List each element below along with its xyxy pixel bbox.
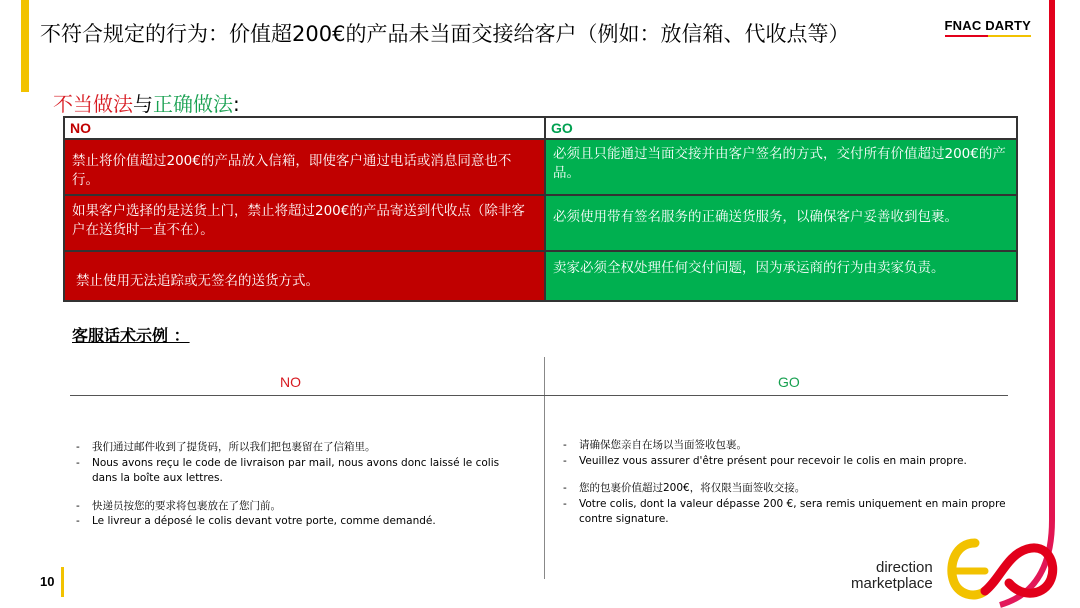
scripts-no-label: NO xyxy=(280,374,301,390)
go-script-list xyxy=(563,438,1033,528)
title-accent-bar xyxy=(21,0,29,92)
logo-line-2: marketplace xyxy=(851,575,933,592)
list-item: - Votre colis, dont la valeur dépasse 200 €, sera remis uniquement en main propre contre signature. xyxy=(563,497,1033,528)
list-item: - Nous avons reçu le code de livraison par mail, nous avons donc laissé le colis dans la boîte aux lettres. xyxy=(76,456,516,487)
subtitle-bad-practice: 不当做法 xyxy=(53,92,133,116)
section-subtitle xyxy=(53,88,240,117)
scripts-go-label: GO xyxy=(778,374,800,390)
rules-table xyxy=(63,116,1018,302)
list-item: - 快递员按您的要求将包裹放在了您门前。 xyxy=(76,499,516,515)
subtitle-connector: 与 xyxy=(133,92,153,116)
go-rule-cell: 必须使用带有签名服务的正确送货服务，以确保客户妥善收到包裹。 xyxy=(545,195,1017,251)
no-script-list xyxy=(76,440,516,530)
header-no: NO xyxy=(64,117,545,139)
fnac-darty-logo xyxy=(945,18,1032,37)
direction-marketplace-wordmark xyxy=(851,560,933,592)
table-row xyxy=(64,251,1017,301)
subtitle-good-practice: 正确做法 xyxy=(153,92,233,116)
infinity-logo-icon xyxy=(945,535,1065,605)
list-item: - Veuillez vous assurer d'être présent pour recevoir le colis en main propre. xyxy=(563,454,1033,470)
table-row xyxy=(64,139,1017,195)
list-item: - 您的包裹价值超过200€，将仅限当面签收交接。 xyxy=(563,481,1033,497)
subtitle-colon: : xyxy=(233,92,240,116)
scripts-section-title: 客服话术示例 ： xyxy=(72,326,190,345)
list-item: - Le livreur a déposé le colis devant votre porte, comme demandé. xyxy=(76,514,516,530)
brand-name: FNAC DARTY xyxy=(944,18,1031,33)
no-rule-cell: 禁止将价值超过200€的产品放入信箱，即使客户通过电话或消息同意也不行。 xyxy=(64,139,545,195)
header-divider xyxy=(70,395,1008,396)
brand-underline xyxy=(945,35,1032,37)
no-rule-cell: 如果客户选择的是送货上门，禁止将超过200€的产品寄送到代收点（除非客户在送货时一直不在）。 xyxy=(64,195,545,251)
list-item: - 我们通过邮件收到了提货码，所以我们把包裹留在了信箱里。 xyxy=(76,440,516,456)
rules-table-header xyxy=(64,117,1017,139)
page-number: 10 xyxy=(40,574,55,589)
logo-line-1: direction xyxy=(876,559,933,576)
go-rule-cell: 卖家必须全权处理任何交付问题，因为承运商的行为由卖家负责。 xyxy=(545,251,1017,301)
column-divider xyxy=(544,357,545,579)
header-go: GO xyxy=(545,117,1017,139)
page-title: 不符合规定的行为：价值超200€的产品未当面交接给客户（例如：放信箱、代收点等） xyxy=(40,22,850,46)
go-rule-cell: 必须且只能通过当面交接并由客户签名的方式，交付所有价值超过200€的产品。 xyxy=(545,139,1017,195)
no-rule-cell: 禁止使用无法追踪或无签名的送货方式。 xyxy=(64,251,545,301)
page-number-bar xyxy=(61,567,64,597)
list-item: - 请确保您亲自在场以当面签收包裹。 xyxy=(563,438,1033,454)
table-row xyxy=(64,195,1017,251)
